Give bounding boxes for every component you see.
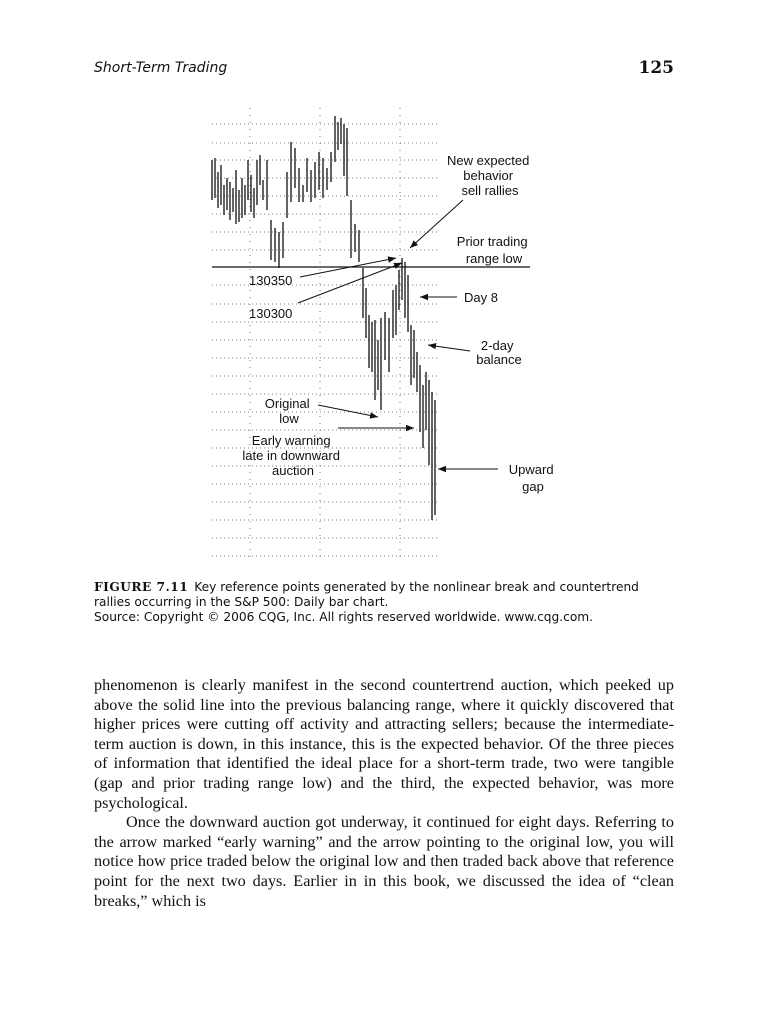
arrow-new-expected [410, 200, 463, 248]
paragraph: phenomenon is clearly manifest in the second countertrend auction, which peeked up above the solid line into the previous balancing range, where it quickly discovered that higher prices were cutting off activity and attracting sellers; because the intermediate-term auction is down, in this instance, this is the expected behavior. Of the three pieces of information that identified the ideal place for a short-term trade, two were tangible (gap and prior trading range low) and the third, the expected behavior, was more psychological. [94, 676, 674, 812]
arrow-130300 [298, 263, 402, 303]
label-2-day-balance: 2-day balance [476, 338, 522, 367]
label-new-expected: New expected behavior sell rallies [446, 153, 530, 198]
figure-number: FIGURE 7.11 [94, 580, 189, 594]
chart-grid [212, 108, 438, 560]
label-prior-range-low: Prior trading range low [456, 234, 528, 266]
body-text [94, 676, 674, 911]
arrow-original-low [318, 405, 378, 417]
caption-text: Key reference points generated by the nonlinear break and countertrend rallies occurring in the S&P 500: Daily bar chart. [94, 580, 639, 609]
page-number: 125 [638, 58, 674, 78]
arrow-2-day-balance [428, 345, 470, 351]
label-130350: 130350 [249, 273, 293, 288]
paragraph: Once the downward auction got underway, it continued for eight days. Referring to the arrow marked “early warning” and the arrow pointing to the original low, you will notice how price traded below the original low and then traded back above that reference point for the next two days. Earlier in in this book, we discussed the idea of “clean breaks,” which is [94, 813, 674, 910]
caption-source: Source: Copyright © 2006 CQG, Inc. All rights reserved worldwide. www.cqg.com. [94, 610, 594, 624]
label-day-8: Day 8 [464, 290, 498, 305]
label-early-warning: Early warning late in downward auction [242, 433, 340, 478]
running-title: Short-Term Trading [94, 60, 228, 76]
label-upward-gap: Upward gap [508, 462, 554, 494]
label-130300: 130300 [249, 306, 293, 321]
label-original-low: Original low [264, 396, 310, 426]
figure-caption [94, 580, 674, 625]
